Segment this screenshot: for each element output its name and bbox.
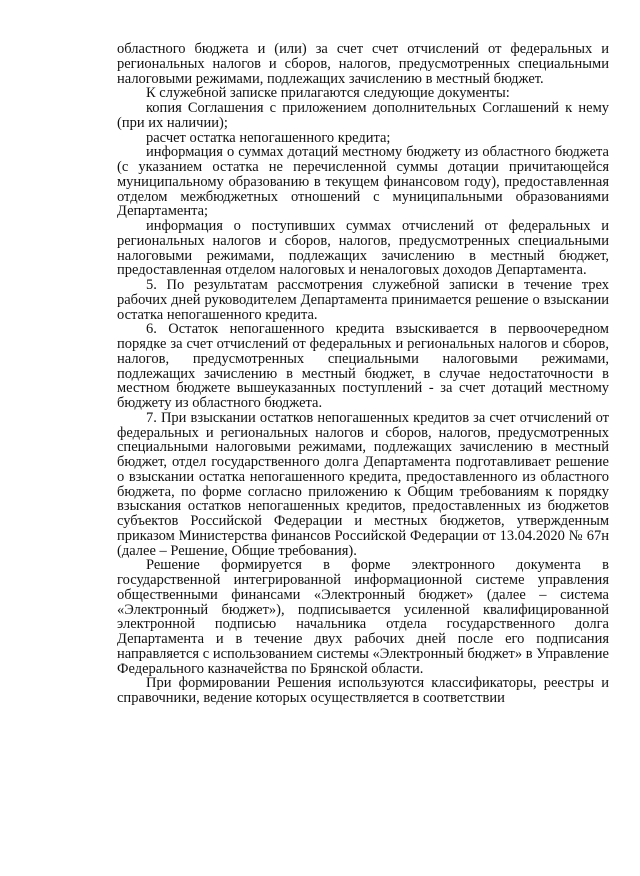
paragraph-decision-formation: Решение формируется в форме электронного документа в государственной интегрированной информационной системе управления общественными финансами «Электронный бюджет» (далее – система «Электронный бюджет»), подписывается усиленной квалифицированной электронной подписью начальника отдела государственного долга Департамента и в течение двух рабочих дней после его подписания направляется с использованием системы «Электронный бюджет» в Управление Федерального казначейства по Брянской области.	[117, 557, 609, 677]
paragraph-item-5: 5. По результатам рассмотрения служебной записки в течение трех рабочих дней руководителем Департамента принимается решение о взыскании остатка непогашенного кредита.	[117, 277, 609, 323]
paragraph-item-7: 7. При взыскании остатков непогашенных кредитов за счет отчислений от федеральных и региональных налогов и сборов, налогов, предусмотренных специальными налоговыми режимами, подлежащих зачислению в местный бюджет, отдел государственного долга Департамента подготавливает решение о взыскании остатка непогашенного кредита, предоставленного из областного бюджета, по форме согласно приложению к Общим требованиям к порядку взыскания остатков непогашенных кредитов, предоставленных из бюджетов субъектов Российской Федерации и местных бюджетов, утвержденным приказом Министерства финансов Российской Федерации от 13.04.2020 № 67н (далее – Решение, Общие требования).	[117, 409, 609, 559]
paragraph-tax-income-info: информация о поступивших суммах отчислений от федеральных и региональных налогов и сборов, налогов, предусмотренных специальными налоговыми режимами, подлежащих зачислению в местный бюджет, предоставленная отделом налоговых и неналоговых доходов Департамента.	[117, 218, 609, 279]
paragraph-subsidies-info: информация о суммах дотаций местному бюджету из областного бюджета (с указанием остатка не перечисленной суммы дотации причитающейся муниципальному образованию в текущем финансовом году), предоставленная отделом межбюджетных отношений с муниципальными образованиями Департамента;	[117, 144, 609, 220]
paragraph-item-6: 6. Остаток непогашенного кредита взыскивается в первоочередном порядке за счет отчислений от федеральных и региональных налогов и сборов, налогов, предусмотренных специальными налоговыми режимами, подлежащих зачислению в местный бюджет, в случае недостаточности в местном бюджете вышеуказанных поступлений - за счет дотаций местному бюджету из областного бюджета.	[117, 321, 609, 411]
paragraph-continuation: областного бюджета и (или) за счет счет отчислений от федеральных и региональных налогов и сборов, налогов, предусмотренных специальными налоговыми режимами, подлежащих зачислению в местный бюджет.	[117, 41, 609, 87]
paragraph-credit-calculation: расчет остатка непогашенного кредита;	[146, 129, 391, 146]
document-body	[117, 42, 609, 706]
paragraph-attachments-intro: К служебной записке прилагаются следующие документы:	[146, 85, 510, 102]
paragraph-classifiers: При формировании Решения используются классификаторы, реестры и справочники, ведение которых осуществляется в соответствии	[117, 675, 609, 706]
paragraph-agreement-copy: копия Соглашения с приложением дополнительных Соглашений к нему (при их наличии);	[117, 100, 609, 131]
